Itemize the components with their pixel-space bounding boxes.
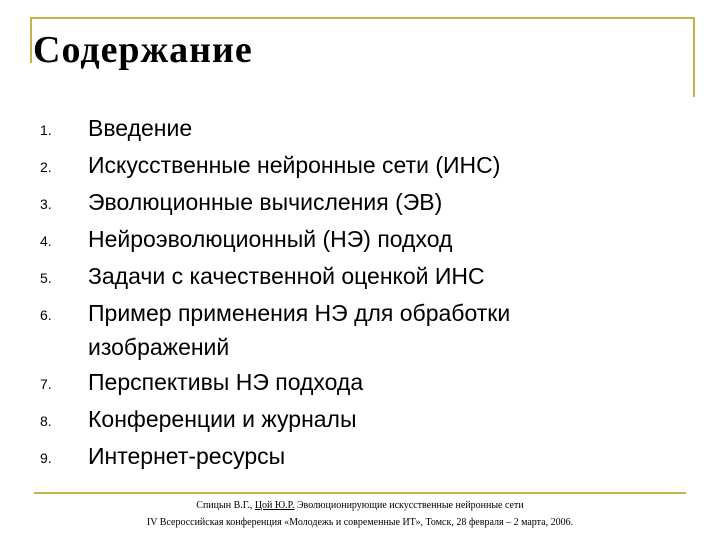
toc-item-text: Конференции и журналы [88,406,357,432]
footer-divider [34,492,686,494]
toc-item-7 [40,364,600,401]
toc-item-number: 1. [40,122,52,138]
toc-item-text: Введение [88,115,193,141]
footer-talk-title: Эволюционирующие искусственные нейронные сети [296,500,524,511]
toc-item-number: 7. [40,376,52,392]
table-of-contents [40,110,600,475]
footer-author-2-link[interactable]: Цой Ю.Р. [254,500,295,511]
toc-item-6 [40,295,600,364]
toc-item-text: Перспективы НЭ подхода [88,369,364,395]
toc-item-number: 8. [40,413,52,429]
toc-item-text: Задачи с качественной оценкой ИНС [88,263,485,289]
toc-item-9 [40,438,600,475]
toc-item-number: 2. [40,159,52,175]
title-frame-top-line [30,17,694,19]
title-frame-left-line [30,17,32,63]
toc-item-1 [40,110,600,147]
title-frame-right-line [693,17,695,97]
toc-item-text: Искусственные нейронные сети (ИНС) [88,152,501,178]
footer-line-2: IV Всероссийская конференция «Молодежь и современные ИТ», Томск, 28 февраля – 2 марта, 2006. [146,517,574,528]
toc-item-3 [40,184,600,221]
toc-item-number: 9. [40,450,52,466]
toc-item-text: Эволюционные вычисления (ЭВ) [88,189,443,215]
toc-item-8 [40,401,600,438]
toc-item-text: Пример применения НЭ для обработки изображений [88,300,511,360]
footer-author-1: Спицын В.Г., [196,500,253,511]
toc-item-number: 3. [40,196,52,212]
toc-item-text: Нейроэволюционный (НЭ) подход [88,226,453,252]
footer-line-1 [0,497,720,514]
toc-item-number: 4. [40,233,52,249]
toc-item-2 [40,147,600,184]
toc-item-number: 6. [40,307,52,323]
toc-item-5 [40,258,600,295]
footer [0,497,720,531]
toc-item-text: Интернет-ресурсы [88,443,286,469]
slide-title: Содержание [33,29,253,71]
toc-item-number: 5. [40,270,52,286]
toc-item-4 [40,221,600,258]
